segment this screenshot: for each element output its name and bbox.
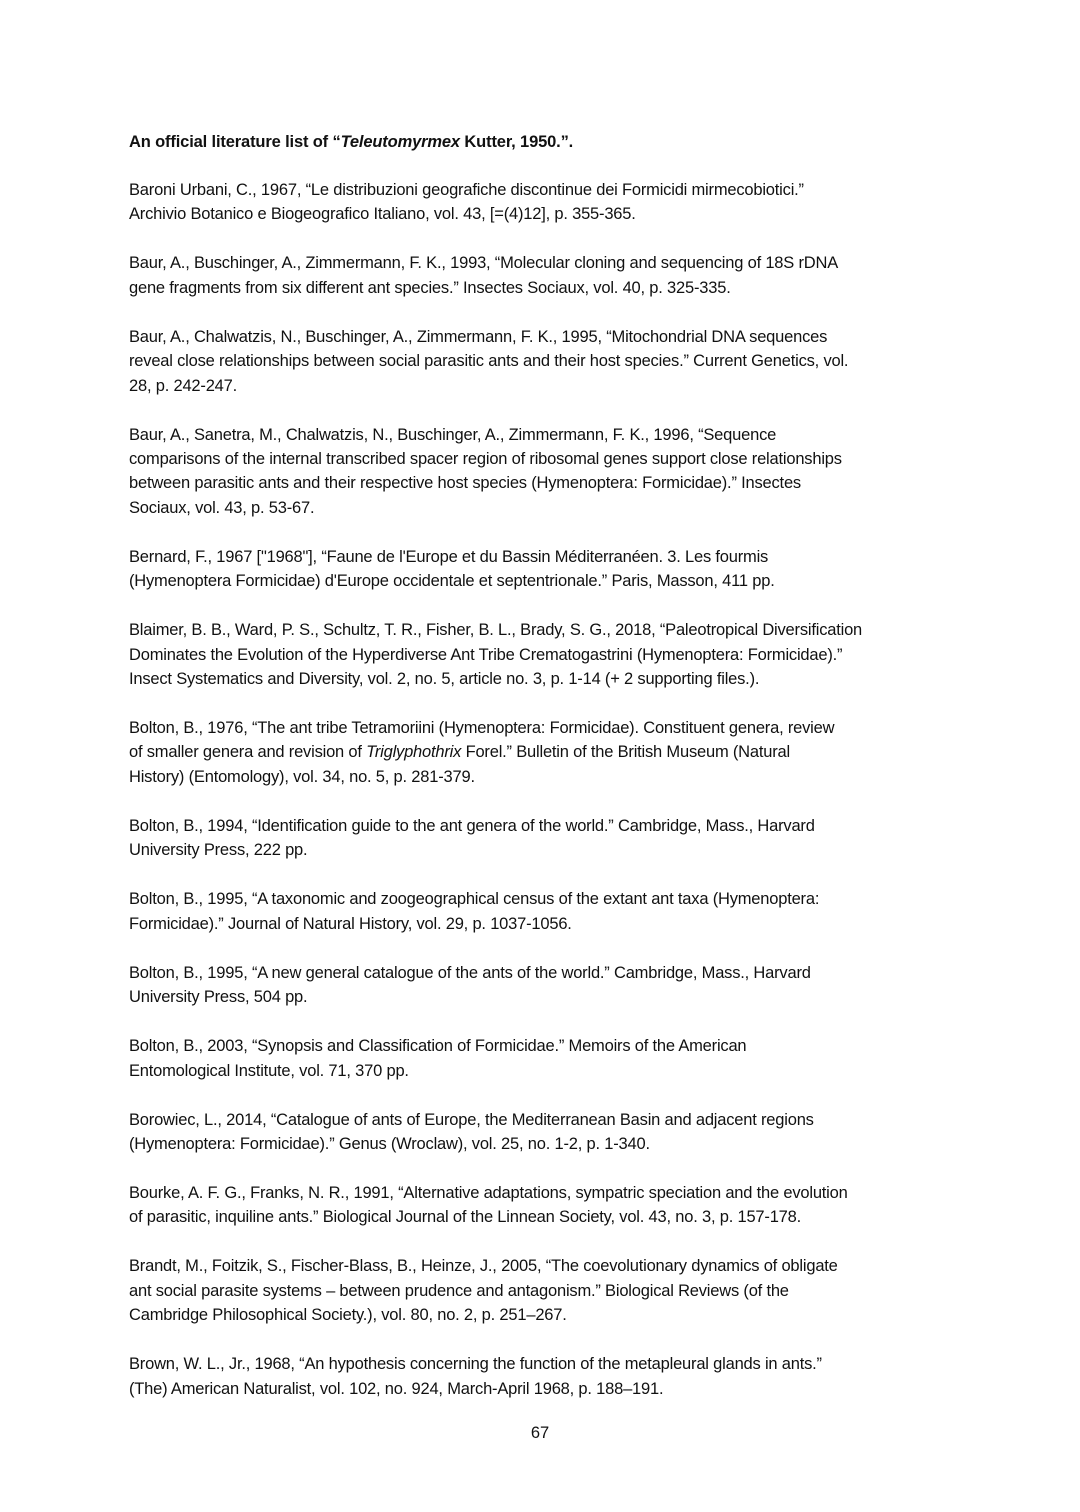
reference-text: of smaller genera and revision of	[129, 743, 367, 762]
reference-line: Archivio Botanico e Biogeografico Italiano, vol. 43, [=(4)12], p. 355-365.	[129, 205, 636, 224]
reference-line: Bolton, B., 2003, “Synopsis and Classification of Formicidae.” Memoirs of the American	[129, 1037, 747, 1056]
title-genus-italic: Teleutomyrmex	[340, 133, 460, 151]
reference-line: Brandt, M., Foitzik, S., Fischer-Blass, B., Heinze, J., 2005, “The coevolutionary dynamics of obligate	[129, 1257, 838, 1276]
title-prefix: An official literature list of “	[129, 133, 341, 151]
reference-entry-blaimer-2018	[129, 618, 959, 691]
reference-entry-bolton-2003	[129, 1034, 959, 1083]
reference-line: Cambridge Philosophical Society.), vol. 80, no. 2, p. 251–267.	[129, 1306, 567, 1325]
reference-line: Bolton, B., 1995, “A new general catalogue of the ants of the world.” Cambridge, Mass., Harvard	[129, 963, 811, 982]
reference-entry-baur-1995	[129, 325, 959, 398]
reference-entry-baur-1993	[129, 251, 959, 300]
reference-line: between parasitic ants and their respective host species (Hymenoptera: Formicidae).” Insectes	[129, 474, 801, 493]
reference-line: Bernard, F., 1967 ["1968"], “Faune de l'Europe et du Bassin Méditerranéen. 3. Les fourmis	[129, 547, 769, 566]
reference-entry-baur-1996	[129, 423, 959, 521]
reference-entry-bolton-1976	[129, 716, 959, 789]
reference-line: Bourke, A. F. G., Franks, N. R., 1991, “Alternative adaptations, sympatric speciation and the evolution	[129, 1183, 848, 1202]
reference-line: University Press, 504 pp.	[129, 988, 308, 1007]
reference-entry-bolton-1994	[129, 814, 959, 863]
reference-line: Baur, A., Buschinger, A., Zimmermann, F. K., 1993, “Molecular cloning and sequencing of 18S rDNA	[129, 254, 839, 273]
reference-entry-borowiec-2014	[129, 1108, 959, 1157]
reference-entry-bourke-1991	[129, 1181, 959, 1230]
reference-text: Forel.” Bulletin of the British Museum (Natural	[461, 743, 790, 762]
reference-line: Baur, A., Chalwatzis, N., Buschinger, A., Zimmermann, F. K., 1995, “Mitochondrial DNA sequences	[129, 327, 828, 346]
reference-line	[129, 740, 959, 764]
reference-entry-bolton-1995a	[129, 887, 959, 936]
reference-line: (Hymenoptera Formicidae) d'Europe occidentale et septentrionale.” Paris, Masson, 411 pp.	[129, 572, 775, 591]
reference-line: gene fragments from six different ant species.” Insectes Sociaux, vol. 40, p. 325-335.	[129, 278, 731, 297]
reference-line: ant social parasite systems – between prudence and antagonism.” Biological Reviews (of the	[129, 1281, 789, 1300]
reference-line: Sociaux, vol. 43, p. 53-67.	[129, 498, 315, 517]
reference-entry-bolton-1995b	[129, 961, 959, 1010]
reference-line: Borowiec, L., 2014, “Catalogue of ants of Europe, the Mediterranean Basin and adjacent regions	[129, 1110, 814, 1129]
reference-line: comparisons of the internal transcribed spacer region of ribosomal genes support close relationships	[129, 450, 842, 469]
reference-line: Entomological Institute, vol. 71, 370 pp.	[129, 1061, 409, 1080]
page-number: 67	[530, 1424, 550, 1442]
reference-line: Blaimer, B. B., Ward, P. S., Schultz, T. R., Fisher, B. L., Brady, S. G., 2018, “Paleotropical Diversification	[129, 621, 863, 640]
reference-line: Dominates the Evolution of the Hyperdiverse Ant Tribe Crematogastrini (Hymenoptera: Formicidae).”	[129, 645, 843, 664]
reference-line: reveal close relationships between social parasitic ants and their host species.” Current Genetics, vol.	[129, 352, 849, 371]
reference-line: Bolton, B., 1994, “Identification guide to the ant genera of the world.” Cambridge, Mass., Harvard	[129, 816, 815, 835]
title-suffix: Kutter, 1950.”.	[459, 133, 574, 151]
reference-entry-bernard-1967	[129, 545, 959, 594]
reference-list	[129, 178, 959, 1426]
reference-line: Baroni Urbani, C., 1967, “Le distribuzioni geografiche discontinue dei Formicidi mirmecobiotici.”	[129, 181, 804, 199]
page-title	[129, 130, 573, 154]
reference-entry-baroni-urbani-1967	[129, 178, 959, 227]
reference-line: (Hymenoptera: Formicidae).” Genus (Wroclaw), vol. 25, no. 1-2, p. 1-340.	[129, 1134, 650, 1153]
reference-line: Bolton, B., 1995, “A taxonomic and zoogeographical census of the extant ant taxa (Hymenoptera:	[129, 890, 820, 909]
reference-line: Brown, W. L., Jr., 1968, “An hypothesis concerning the function of the metapleural glands in ants.”	[129, 1355, 822, 1374]
reference-entry-brandt-2005	[129, 1254, 959, 1327]
genus-name-italic: Triglyphothrix	[366, 743, 462, 762]
reference-line: (The) American Naturalist, vol. 102, no. 924, March-April 1968, p. 188–191.	[129, 1379, 664, 1398]
reference-line: Insect Systematics and Diversity, vol. 2, no. 5, article no. 3, p. 1-14 (+ 2 supporting files.).	[129, 670, 760, 689]
reference-line: Formicidae).” Journal of Natural History, vol. 29, p. 1037-1056.	[129, 914, 572, 933]
reference-line: Baur, A., Sanetra, M., Chalwatzis, N., Buschinger, A., Zimmermann, F. K., 1996, “Sequence	[129, 425, 777, 444]
reference-line: Bolton, B., 1976, “The ant tribe Tetramoriini (Hymenoptera: Formicidae). Constituent genera, review	[129, 719, 835, 738]
reference-line: University Press, 222 pp.	[129, 841, 308, 860]
reference-line: of parasitic, inquiline ants.” Biological Journal of the Linnean Society, vol. 43, no. 3, p. 157-178.	[129, 1208, 802, 1227]
reference-entry-brown-1968	[129, 1352, 959, 1401]
reference-line: History) (Entomology), vol. 34, no. 5, p. 281-379.	[129, 767, 475, 786]
reference-line: 28, p. 242-247.	[129, 376, 238, 395]
